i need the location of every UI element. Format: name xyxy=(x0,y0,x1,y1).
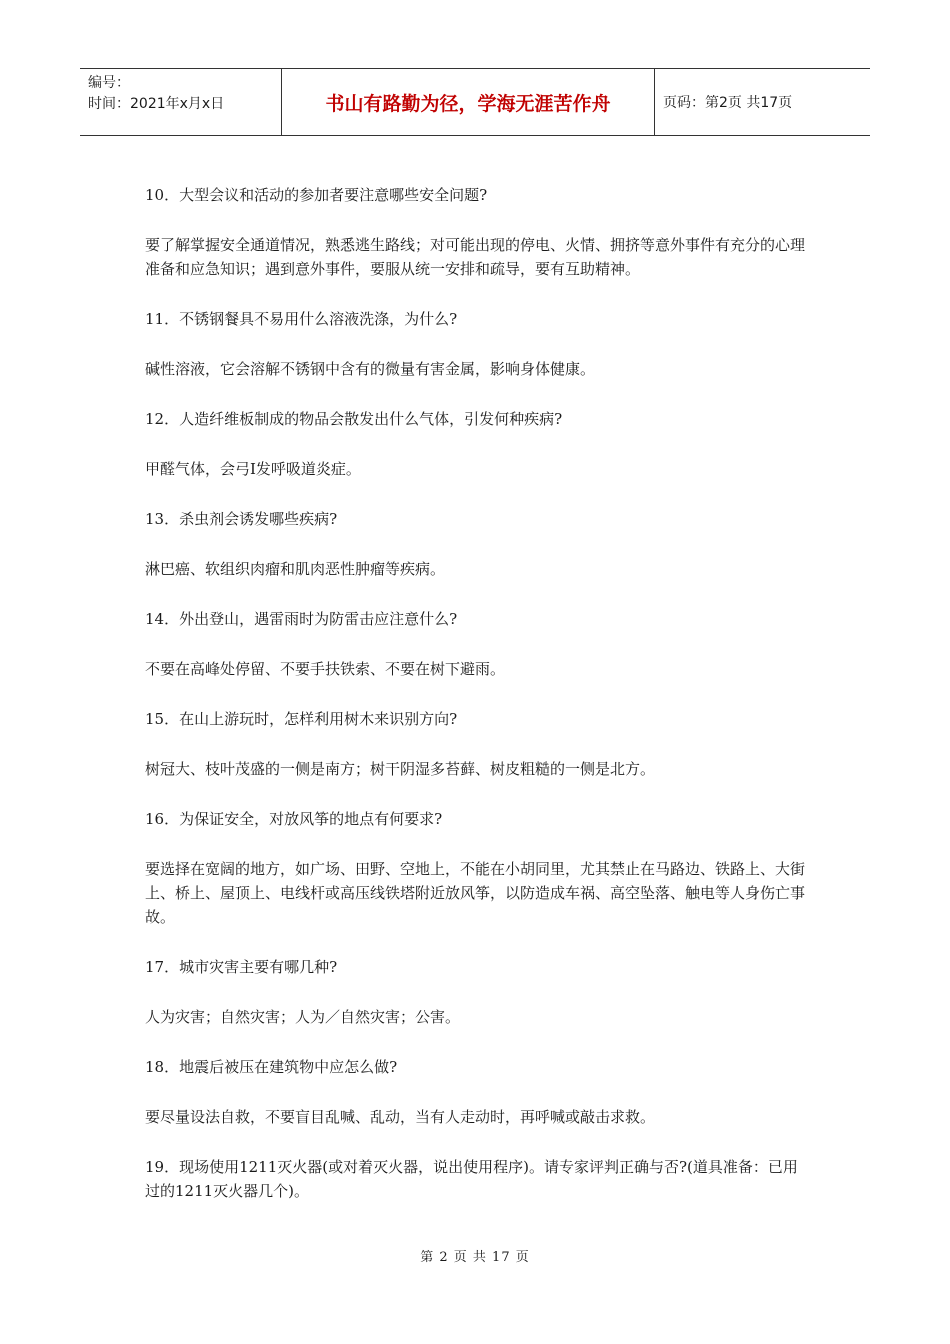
motto-text: 书山有路勤为径，学海无涯苦作舟 xyxy=(325,92,611,115)
page-info-text: 页码：第2页 共17页 xyxy=(663,95,793,111)
question-14: 14．外出登山，遇雷雨时为防雷击应注意什么? xyxy=(145,610,458,628)
header-page-info xyxy=(655,69,870,135)
question-11: 11．不锈钢餐具不易用什么溶液洗涤，为什么? xyxy=(145,310,458,328)
question-10: 10．大型会议和活动的参加者要注意哪些安全问题? xyxy=(145,186,488,204)
header-meta xyxy=(80,69,282,135)
question-16: 16．为保证安全，对放风筝的地点有何要求? xyxy=(145,810,443,828)
page-header xyxy=(80,68,870,136)
document-number-label: 编号： xyxy=(88,75,130,91)
answer-13: 淋巴癌、软组织肉瘤和肌肉恶性肿瘤等疾病。 xyxy=(145,560,446,578)
answer-18: 要尽量设法自救，不要盲目乱喊、乱动，当有人走动时，再呼喊或敲击求救。 xyxy=(145,1108,656,1126)
question-19: 19．现场使用1211灭火器(或对着灭火器，说出使用程序)。请专家评判正确与否?(道具准备：已用过的1211灭火器几个)。 xyxy=(145,1158,798,1200)
question-12: 12．人造纤维板制成的物品会散发出什么气体，引发何种疾病? xyxy=(145,410,563,428)
question-13: 13．杀虫剂会诱发哪些疾病? xyxy=(145,510,338,528)
question-18: 18．地震后被压在建筑物中应怎么做? xyxy=(145,1058,398,1076)
answer-16: 要选择在宽阔的地方，如广场、田野、空地上，不能在小胡同里，尤其禁止在马路边、铁路上、大街上、桥上、屋顶上、电线杆或高压线铁塔附近放风筝，以防造成车祸、高空坠落、触电等人身伤亡事故。 xyxy=(145,860,806,926)
document-date-label: 时间：2021年x月x日 xyxy=(88,96,225,112)
answer-14: 不要在高峰处停留、不要手扶铁索、不要在树下避雨。 xyxy=(145,660,506,678)
answer-10: 要了解掌握安全通道情况，熟悉逃生路线；对可能出现的停电、火情、拥挤等意外事件有充分的心理准备和应急知识；遇到意外事件，要服从统一安排和疏导，要有互助精神。 xyxy=(145,236,806,278)
answer-12: 甲醛气体，会弓I发呼吸道炎症。 xyxy=(145,460,361,478)
answer-15: 树冠大、枝叶茂盛的一侧是南方；树干阴湿多苔藓、树皮粗糙的一侧是北方。 xyxy=(145,760,656,778)
answer-17: 人为灾害；自然灾害；人为／自然灾害；公害。 xyxy=(145,1008,461,1026)
footer-page-number: 第 2 页 共 17 页 xyxy=(420,1250,530,1265)
question-17: 17．城市灾害主要有哪几种? xyxy=(145,958,338,976)
qa-content xyxy=(145,183,810,1229)
question-15: 15．在山上游玩时，怎样利用树木来识别方向? xyxy=(145,710,458,728)
header-motto xyxy=(282,69,655,135)
answer-11: 碱性溶液，它会溶解不锈钢中含有的微量有害金属，影响身体健康。 xyxy=(145,360,596,378)
page-footer xyxy=(0,1246,950,1265)
